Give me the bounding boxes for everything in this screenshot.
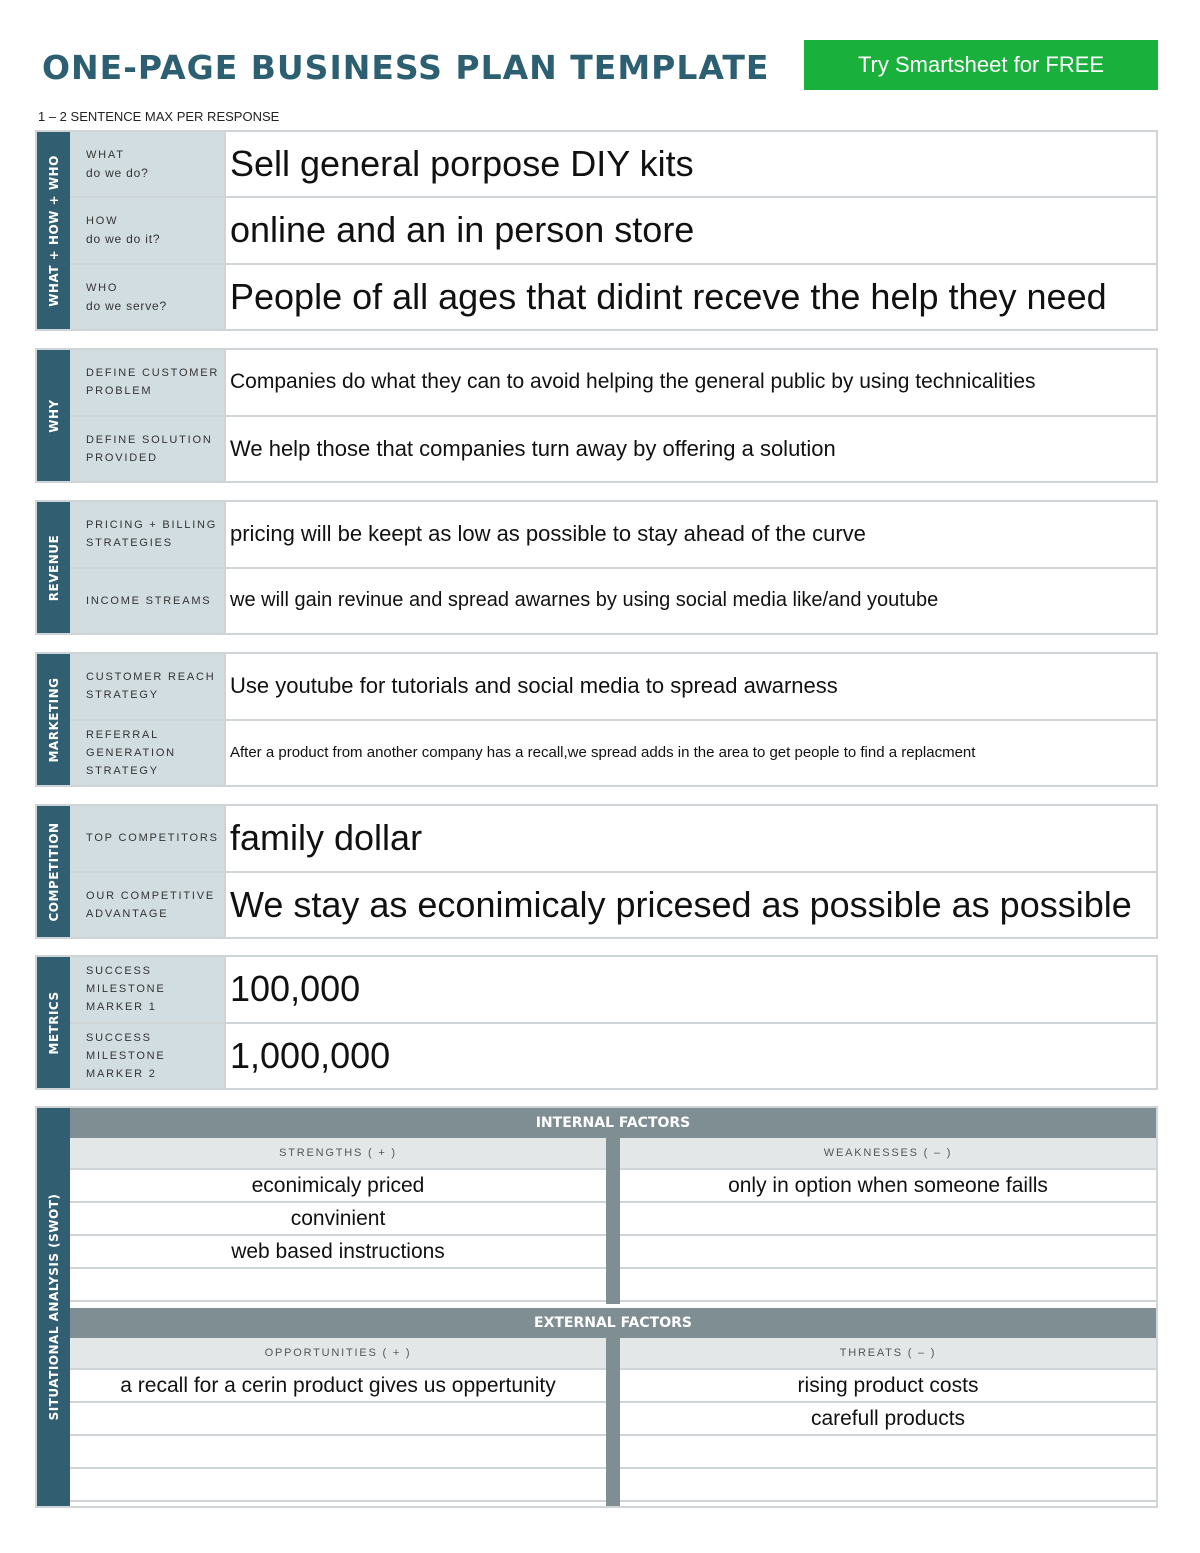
row-income-streams — [70, 569, 1156, 634]
section-side-label: SITUATIONAL ANALYSIS (SWOT) — [37, 1108, 70, 1506]
opportunities-column — [70, 1338, 606, 1502]
row-competitive-advantage — [70, 873, 1156, 938]
row-customer-problem — [70, 350, 1156, 417]
strengths-column — [70, 1138, 606, 1302]
row-value[interactable]: 1,000,000 — [230, 1034, 391, 1076]
row-value[interactable]: pricing will be keept as low as possible to stay ahead of the curve — [230, 521, 866, 547]
row-label: DEFINE SOLUTION PROVIDED — [70, 417, 226, 482]
section-revenue — [35, 500, 1158, 635]
row-label: WHO do we serve? — [70, 265, 226, 329]
row-value[interactable]: family dollar — [230, 817, 423, 859]
row-what — [70, 132, 1156, 198]
threats-header: THREATS ( – ) — [620, 1338, 1156, 1370]
row-solution — [70, 417, 1156, 482]
section-side-label: WHY — [37, 350, 70, 481]
row-value[interactable]: We help those that companies turn away by offering a solution — [230, 435, 836, 461]
swot-divider — [606, 1338, 620, 1506]
strength-cell[interactable]: web based instructions — [70, 1236, 606, 1269]
row-pricing — [70, 502, 1156, 569]
row-top-competitors — [70, 806, 1156, 873]
row-label: INCOME STREAMS — [70, 569, 226, 634]
row-label: REFERRAL GENERATION STRATEGY — [70, 721, 226, 786]
strength-cell[interactable]: convinient — [70, 1203, 606, 1236]
section-marketing — [35, 652, 1158, 787]
row-value[interactable]: Use youtube for tutorials and social media to spread awarness — [230, 673, 838, 699]
row-value[interactable]: After a product from another company has a recall,we spread adds in the area to get people to find a replacment — [230, 744, 976, 762]
row-label: SUCCESS MILESTONE MARKER 1 — [70, 957, 226, 1022]
opportunity-cell[interactable] — [70, 1436, 606, 1469]
row-referral — [70, 721, 1156, 786]
weakness-cell[interactable] — [620, 1269, 1156, 1302]
row-customer-reach — [70, 654, 1156, 721]
row-label: CUSTOMER REACH STRATEGY — [70, 654, 226, 719]
external-factors-band: EXTERNAL FACTORS — [70, 1308, 1156, 1338]
row-label: SUCCESS MILESTONE MARKER 2 — [70, 1024, 226, 1089]
threat-cell[interactable] — [620, 1436, 1156, 1469]
section-side-label: COMPETITION — [37, 806, 70, 937]
try-smartsheet-button[interactable]: Try Smartsheet for FREE — [804, 40, 1158, 90]
swot-divider — [606, 1138, 620, 1304]
section-metrics — [35, 955, 1158, 1090]
section-competition — [35, 804, 1158, 939]
threats-column — [620, 1338, 1156, 1502]
page-title: ONE-PAGE BUSINESS PLAN TEMPLATE — [42, 48, 770, 87]
row-how — [70, 198, 1156, 264]
section-why — [35, 348, 1158, 483]
row-value[interactable]: we will gain revinue and spread awarnes by using social media like/and youtube — [230, 589, 939, 612]
threat-cell[interactable] — [620, 1469, 1156, 1502]
threat-cell[interactable]: carefull products — [620, 1403, 1156, 1436]
row-label: DEFINE CUSTOMER PROBLEM — [70, 350, 226, 415]
row-label: PRICING + BILLING STRATEGIES — [70, 502, 226, 567]
opportunity-cell[interactable]: a recall for a cerin product gives us oppertunity — [70, 1370, 606, 1403]
row-who — [70, 265, 1156, 329]
row-value[interactable]: People of all ages that didint receve the help they need — [230, 275, 1107, 317]
strength-cell[interactable] — [70, 1269, 606, 1302]
instructions-subtitle: 1 – 2 SENTENCE MAX PER RESPONSE — [38, 109, 280, 124]
row-label: HOW do we do it? — [70, 198, 226, 262]
strengths-header: STRENGTHS ( + ) — [70, 1138, 606, 1170]
strength-cell[interactable]: econimicaly priced — [70, 1170, 606, 1203]
section-what-how-who — [35, 130, 1158, 331]
row-label: OUR COMPETITIVE ADVANTAGE — [70, 873, 226, 938]
row-value[interactable]: 100,000 — [230, 968, 361, 1010]
weakness-cell[interactable] — [620, 1203, 1156, 1236]
section-side-label: REVENUE — [37, 502, 70, 633]
section-side-label: WHAT + HOW + WHO — [37, 132, 70, 329]
row-milestone-1 — [70, 957, 1156, 1024]
weaknesses-header: WEAKNESSES ( – ) — [620, 1138, 1156, 1170]
section-side-label: METRICS — [37, 957, 70, 1088]
opportunity-cell[interactable] — [70, 1469, 606, 1502]
section-swot — [35, 1106, 1158, 1508]
weakness-cell[interactable] — [620, 1236, 1156, 1269]
row-value[interactable]: Companies do what they can to avoid helping the general public by using technicalities — [230, 370, 1036, 394]
weaknesses-column — [620, 1138, 1156, 1302]
row-milestone-2 — [70, 1024, 1156, 1089]
section-side-label: MARKETING — [37, 654, 70, 785]
opportunity-cell[interactable] — [70, 1403, 606, 1436]
row-value[interactable]: We stay as econimicaly pricesed as possible as possible — [230, 883, 1132, 925]
row-label: TOP COMPETITORS — [70, 806, 226, 871]
row-label: WHAT do we do? — [70, 132, 226, 196]
opportunities-header: OPPORTUNITIES ( + ) — [70, 1338, 606, 1370]
threat-cell[interactable]: rising product costs — [620, 1370, 1156, 1403]
row-value[interactable]: Sell general porpose DIY kits — [230, 143, 694, 185]
row-value[interactable]: online and an in person store — [230, 209, 695, 251]
weakness-cell[interactable]: only in option when someone faills — [620, 1170, 1156, 1203]
internal-factors-band: INTERNAL FACTORS — [70, 1108, 1156, 1138]
